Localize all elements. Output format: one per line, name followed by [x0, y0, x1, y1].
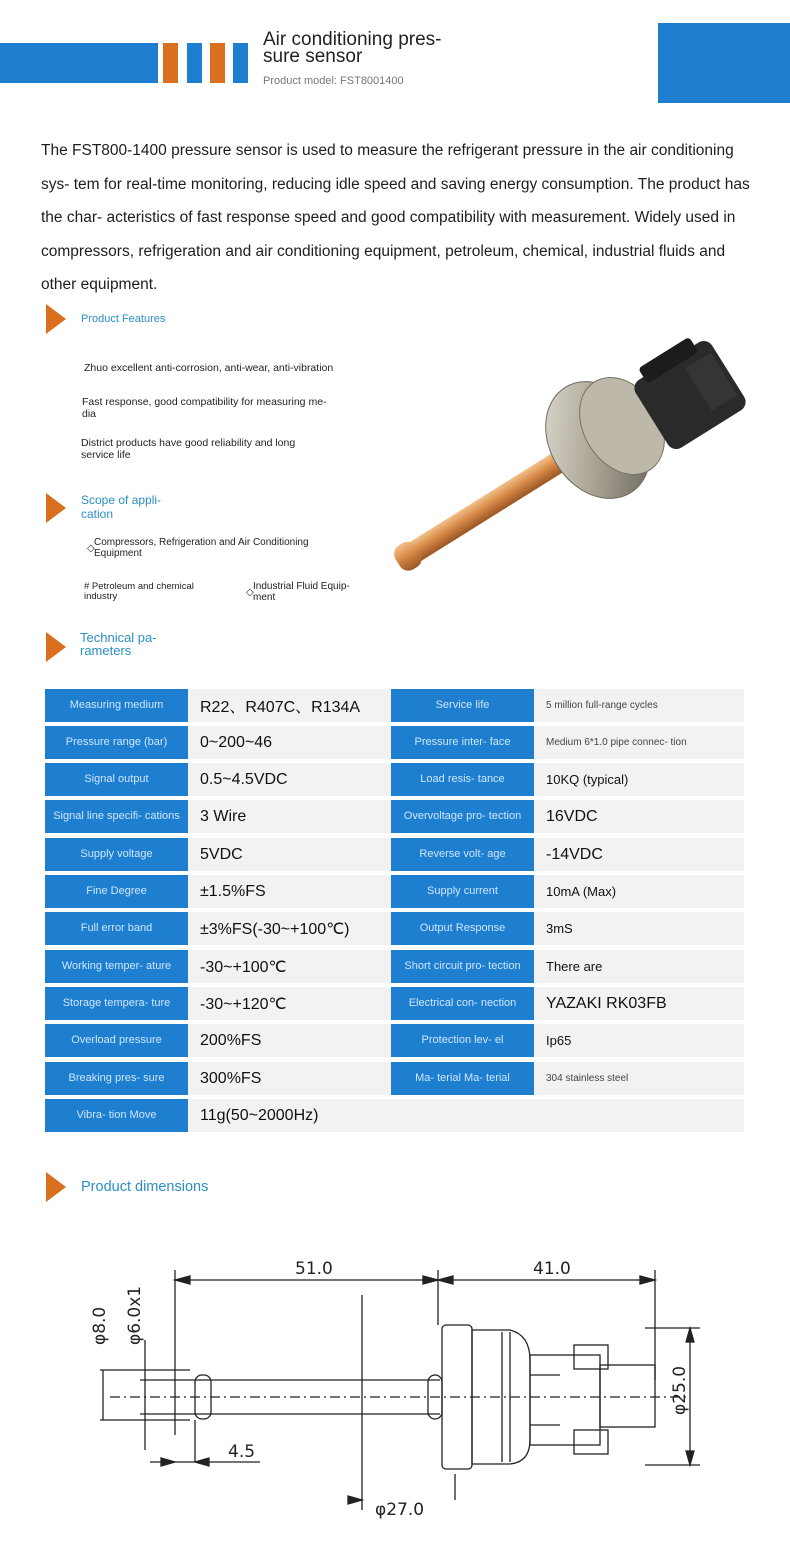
spec-label: Fine Degree	[45, 875, 188, 908]
spec-value: 10KQ (typical)	[534, 763, 744, 796]
dim-l45: 4.5	[228, 1442, 256, 1462]
spec-label: Load resis- tance	[391, 763, 534, 796]
header-bar	[0, 43, 158, 83]
technical-title: Technical pa- rameters	[80, 630, 157, 658]
spec-row	[45, 912, 744, 945]
spec-label: Pressure range (bar)	[45, 726, 188, 759]
spec-value: ±1.5%FS	[188, 875, 391, 908]
spec-label: Overvoltage pro- tection	[391, 800, 534, 833]
spec-label: Reverse volt- age	[391, 838, 534, 871]
spec-value: Medium 6*1.0 pipe connec- tion	[534, 726, 744, 759]
spec-row	[45, 1099, 744, 1132]
header-stripe	[210, 43, 225, 83]
scope-title: Scope of appli- cation	[81, 493, 162, 521]
spec-label: Short circuit pro- tection	[391, 950, 534, 983]
spec-row	[45, 1062, 744, 1095]
spec-row	[45, 689, 744, 722]
dim-d8: φ8.0	[90, 1306, 110, 1345]
section-arrow-icon	[46, 304, 66, 334]
spec-value: ±3%FS(-30~+100℃)	[188, 912, 391, 945]
scope-item: # Petroleum and chemical industry	[84, 581, 194, 602]
scope-item	[246, 581, 373, 603]
spec-row	[45, 950, 744, 983]
spec-label: Breaking pres- sure	[45, 1062, 188, 1095]
spec-value: 3mS	[534, 912, 744, 945]
spec-label: Signal line specifi- cations	[45, 800, 188, 833]
product-model: Product model: FST8001400	[263, 75, 404, 87]
dim-length-a: 51.0	[295, 1259, 333, 1279]
spec-row	[45, 1024, 744, 1057]
header-stripe	[233, 43, 248, 83]
spec-value: 0.5~4.5VDC	[188, 763, 391, 796]
feature-item: District products have good reliability and long service life	[81, 437, 296, 461]
spec-row	[45, 838, 744, 871]
spec-value: 0~200~46	[188, 726, 391, 759]
spec-value: 200%FS	[188, 1024, 391, 1057]
spec-value: -30~+120℃	[188, 987, 391, 1020]
spec-label: Working temper- ature	[45, 950, 188, 983]
header-stripe	[163, 43, 178, 83]
section-arrow-icon	[46, 1172, 66, 1202]
section-arrow-icon	[46, 493, 66, 523]
spec-label: Measuring medium	[45, 689, 188, 722]
dimension-drawing	[90, 1250, 720, 1530]
spec-value: 3 Wire	[188, 800, 391, 833]
spec-value: R22、R407C、R134A	[188, 689, 391, 722]
spec-value: -14VDC	[534, 838, 744, 871]
dim-length-b: 41.0	[533, 1259, 571, 1279]
spec-label: Output Response	[391, 912, 534, 945]
spec-row	[45, 987, 744, 1020]
scope-item-label: Industrial Fluid Equip- ment	[253, 581, 350, 603]
spec-value: YAZAKI RK03FB	[534, 987, 744, 1020]
dim-d25: φ25.0	[670, 1365, 690, 1415]
spec-value: 300%FS	[188, 1062, 391, 1095]
scope-item-label: Compressors, Refrigeration and Air Conditioning Equipment	[94, 537, 309, 559]
spec-value: 5 million full-range cycles	[534, 689, 744, 722]
spec-row	[45, 800, 744, 833]
spec-label: Electrical con- nection	[391, 987, 534, 1020]
spec-row	[45, 875, 744, 908]
sensor-product-image	[360, 330, 750, 590]
diamond-icon: ◇	[87, 543, 95, 554]
spec-value: There are	[534, 950, 744, 983]
spec-label: Storage tempera- ture	[45, 987, 188, 1020]
diamond-icon: ◇	[246, 587, 254, 598]
spec-label: Pressure inter- face	[391, 726, 534, 759]
spec-label: Vibra- tion Move	[45, 1099, 188, 1132]
spec-value: 304 stainless steel	[534, 1062, 744, 1095]
feature-item: Zhuo excellent anti-corrosion, anti-wear, anti-vibration	[84, 362, 334, 374]
header-stripe	[187, 43, 202, 83]
spec-value: 10mA (Max)	[534, 875, 744, 908]
feature-item: Fast response, good compatibility for measuring me- dia	[82, 396, 327, 420]
features-title: Product Features	[81, 313, 166, 325]
dimensions-title: Product dimensions	[81, 1179, 209, 1195]
spec-value: Ip65	[534, 1024, 744, 1057]
spec-label: Overload pressure	[45, 1024, 188, 1057]
spec-row	[45, 763, 744, 796]
spec-label: Protection lev- el	[391, 1024, 534, 1057]
spec-label: Supply current	[391, 875, 534, 908]
spec-value: -30~+100℃	[188, 950, 391, 983]
dim-d27: φ27.0	[375, 1500, 425, 1520]
section-arrow-icon	[46, 632, 66, 662]
spec-row	[45, 726, 744, 759]
spec-value: 16VDC	[534, 800, 744, 833]
spec-label: Ma- terial Ma- terial	[391, 1062, 534, 1095]
intro-paragraph: The FST800-1400 pressure sensor is used to measure the refrigerant pressure in the air conditioning sys- tem for real-time monitoring, reducing idle speed and saving energy consumption. The product has the char- acteristics of fast response speed and good compatibility with measurement. Widely used in compressors, refrigeration and air conditioning equipment, petroleum, chemical, industrial fluids and other equipment.	[41, 142, 750, 293]
spec-label: Supply voltage	[45, 838, 188, 871]
scope-item	[88, 537, 334, 559]
spec-label: Service life	[391, 689, 534, 722]
spec-value: 5VDC	[188, 838, 391, 871]
spec-label: Full error band	[45, 912, 188, 945]
spec-value: 11g(50~2000Hz)	[188, 1099, 744, 1132]
dim-d6: φ6.0x1	[125, 1285, 145, 1345]
header-block	[658, 23, 790, 103]
page-title: Air conditioning pres- sure sensor	[263, 29, 442, 67]
spec-label: Signal output	[45, 763, 188, 796]
